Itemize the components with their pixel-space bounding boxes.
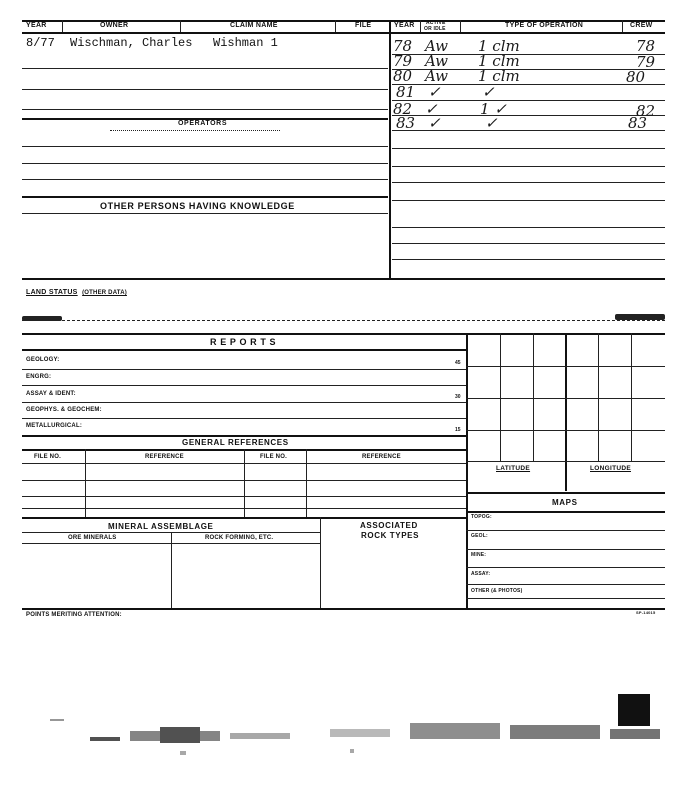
grid-line <box>631 333 632 461</box>
op-crew: 83 <box>628 114 648 132</box>
longitude-label: LONGITUDE <box>590 465 631 472</box>
grid-line <box>598 333 599 461</box>
report-assay-num: 30 <box>455 394 461 400</box>
rule <box>466 567 665 568</box>
points-meriting: POINTS MERITING ATTENTION: <box>26 612 122 618</box>
map-assay: ASSAY: <box>471 571 491 577</box>
rule <box>392 148 665 149</box>
associated-heading-2: ROCK TYPES <box>361 531 420 540</box>
rule <box>22 109 388 110</box>
rule <box>466 511 665 513</box>
col-owner: OWNER <box>100 22 129 29</box>
other-persons-heading: OTHER PERSONS HAVING KNOWLEDGE <box>100 201 295 211</box>
rule <box>22 89 388 90</box>
rule <box>22 333 665 335</box>
header-underline <box>22 32 665 34</box>
op-year: 83 <box>396 114 416 132</box>
rule <box>22 349 466 351</box>
divider <box>306 449 307 517</box>
rule <box>466 584 665 585</box>
divider <box>85 449 86 517</box>
rule <box>22 68 388 69</box>
rule <box>466 598 665 599</box>
op-crew: 79 <box>636 53 656 71</box>
op-type: 1 ✓ <box>480 100 507 118</box>
col-year2: YEAR <box>394 22 415 29</box>
rule <box>22 320 665 321</box>
col-year: YEAR <box>26 22 47 29</box>
divider <box>335 20 336 32</box>
latitude-label: LATITUDE <box>496 465 531 472</box>
ore-minerals: ORE MINERALS <box>68 535 117 541</box>
rule <box>22 435 466 437</box>
ref-reference2: REFERENCE <box>362 454 401 460</box>
col-type-op: TYPE OF OPERATION <box>505 22 584 29</box>
operators-heading: OPERATORS <box>178 120 228 127</box>
op-status: ✓ <box>428 114 441 132</box>
rule <box>22 402 466 403</box>
rule <box>392 243 665 244</box>
op-crew: 82 <box>636 102 656 120</box>
claim-name: Wishman 1 <box>213 36 278 50</box>
rule <box>22 543 320 544</box>
grid-line <box>533 333 534 461</box>
reports-heading: R E P O R T S <box>210 337 277 347</box>
op-status: Aw <box>425 37 448 55</box>
rule <box>22 179 388 180</box>
op-crew: 78 <box>636 37 656 55</box>
rock-forming: ROCK FORMING, ETC. <box>205 535 274 541</box>
general-references-heading: GENERAL REFERENCES <box>182 438 289 447</box>
op-type: 1 clm <box>478 52 520 70</box>
op-year: 79 <box>393 52 413 70</box>
map-geol: GEOL: <box>471 533 488 539</box>
associated-heading-1: ASSOCIATED <box>360 521 418 530</box>
rule <box>22 385 466 386</box>
rule <box>392 182 665 183</box>
op-year: 78 <box>393 37 413 55</box>
form-id: SP-14015 <box>636 610 656 615</box>
op-type: 1 clm <box>478 37 520 55</box>
owner-year: 8/77 <box>26 36 55 50</box>
op-type: ✓ <box>485 114 498 132</box>
col-claim-name: CLAIM NAME <box>230 22 278 29</box>
report-assay: ASSAY & IDENT: <box>26 391 76 397</box>
grid-line <box>565 333 567 491</box>
rule <box>22 278 665 280</box>
land-status <box>26 281 127 299</box>
op-status: ✓ <box>428 83 441 101</box>
land-status-sub: (OTHER DATA) <box>82 290 127 296</box>
grid-line <box>466 366 665 367</box>
grid-line <box>466 461 665 462</box>
scan-smudge <box>30 715 670 763</box>
col-file: FILE <box>355 22 372 29</box>
op-status: Aw <box>425 52 448 70</box>
op-status: Aw <box>425 67 448 85</box>
rule <box>22 496 466 497</box>
report-engrg: ENGRG: <box>26 374 52 380</box>
divider <box>420 20 421 32</box>
divider <box>180 20 181 32</box>
report-geology: GEOLOGY: <box>26 357 60 363</box>
map-topog: TOPOG: <box>471 514 492 520</box>
rule <box>22 418 466 419</box>
maps-heading: MAPS <box>552 498 578 507</box>
rule <box>392 166 665 167</box>
report-geophys: GEOPHYS. & GEOCHEM: <box>26 407 102 413</box>
ink-smear <box>615 314 665 320</box>
col-active-1: ACTIVE <box>426 20 446 26</box>
grid-line <box>466 398 665 399</box>
owner-name: Wischman, Charles <box>70 36 193 50</box>
ref-reference: REFERENCE <box>145 454 184 460</box>
divider <box>460 20 461 32</box>
grid-line <box>500 333 501 461</box>
divider <box>62 20 63 32</box>
mineral-assemblage-heading: MINERAL ASSEMBLAGE <box>108 522 214 531</box>
col-crew: CREW <box>630 22 653 29</box>
rule <box>22 508 466 509</box>
op-type: ✓ <box>482 83 495 101</box>
op-year: 82 <box>393 100 413 118</box>
rule <box>22 196 388 198</box>
rule <box>22 213 388 214</box>
grid-line <box>466 430 665 431</box>
op-year: 81 <box>396 83 416 101</box>
report-metallurgical: METALLURGICAL: <box>26 423 83 429</box>
col-active-2: OR IDLE <box>424 26 446 32</box>
op-crew: 80 <box>626 68 646 86</box>
divider <box>244 449 245 517</box>
map-mine: MINE: <box>471 552 487 558</box>
report-geology-num: 45 <box>455 360 461 366</box>
op-status: ✓ <box>425 100 438 118</box>
rule <box>110 130 280 131</box>
land-status-heading: LAND STATUS <box>26 289 78 296</box>
rule <box>392 227 665 228</box>
op-year: 80 <box>393 67 413 85</box>
bottom-rule <box>22 608 665 610</box>
main-divider <box>389 20 391 278</box>
divider <box>622 20 623 32</box>
rule <box>22 517 466 519</box>
op-type: 1 clm <box>478 67 520 85</box>
rule <box>466 530 665 531</box>
rule <box>466 549 665 550</box>
rule <box>466 492 665 494</box>
ref-file-no2: FILE NO. <box>260 454 287 460</box>
rule <box>392 200 665 201</box>
rule <box>22 163 388 164</box>
map-other: OTHER (& PHOTOS) <box>471 588 523 594</box>
rule <box>392 259 665 260</box>
report-metal-num: 15 <box>455 427 461 433</box>
ref-file-no: FILE NO. <box>34 454 61 460</box>
rule <box>22 480 466 481</box>
rule <box>22 369 466 370</box>
rule <box>22 146 388 147</box>
divider <box>320 517 321 608</box>
